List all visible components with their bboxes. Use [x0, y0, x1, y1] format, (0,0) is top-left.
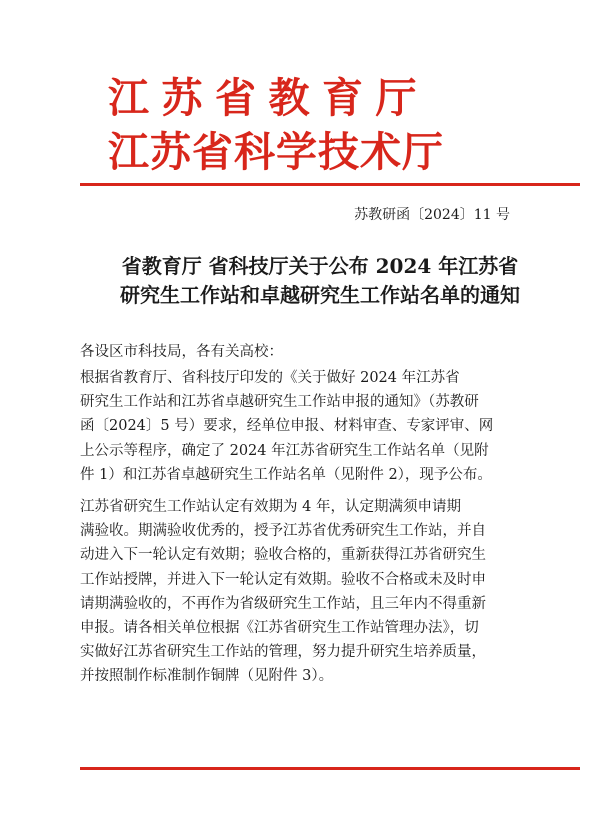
body-paragraph-2 [80, 495, 540, 689]
notice-title-line-1: 省教育厅 省科技厅关于公布 2024 年江苏省 [121, 254, 519, 278]
text-line: 请期满验收的，不再作为省级研究生工作站，且三年内不得重新 [80, 595, 486, 612]
text-line: 函〔2024〕5 号）要求，经单位申报、材料审查、专家评审、网 [80, 418, 494, 435]
body-paragraph-1 [80, 366, 540, 487]
document-number: 苏教研函〔2024〕11 号 [354, 207, 510, 223]
salutation: 各设区市科技局，各有关高校： [80, 344, 283, 360]
text-line: 满验收。期满验收优秀的，授予江苏省优秀研究生工作站，并自 [80, 523, 486, 540]
red-header-rule [80, 183, 580, 186]
text-line: 江苏省研究生工作站认定有效期为 4 年，认定期满须申请期 [80, 499, 461, 515]
text-line: 上公示等程序，确定了 2024 年江苏省研究生工作站名单（见附 [80, 442, 489, 459]
text-line: 实做好江苏省研究生工作站的管理，努力提升研究生培养质量， [80, 644, 486, 661]
text-line: 件 1）和江苏省卓越研究生工作站名单（见附件 2），现予公布。 [80, 466, 492, 483]
text-line: 工作站授牌，并进入下一轮认定有效期。验收不合格或未及时申 [80, 571, 486, 588]
red-footer-rule [80, 767, 580, 770]
text-line: 根据省教育厅、省科技厅印发的《关于做好 2024 年江苏省 [80, 370, 460, 386]
text-line: 申报。请各相关单位根据《江苏省研究生工作站管理办法》，切 [80, 619, 479, 636]
notice-title-line-2: 研究生工作站和卓越研究生工作站名单的通知 [120, 283, 520, 307]
text-line: 动进入下一轮认定有效期；验收合格的，重新获得江苏省研究生 [80, 547, 486, 564]
issuer-name-science: 江苏省科学技术厅 [108, 128, 444, 176]
text-line: 研究生工作站和江苏省卓越研究生工作站申报的通知》（苏教研 [80, 394, 479, 411]
text-line: 并按照制作标准制作铜牌（见附件 3）。 [80, 668, 334, 685]
issuer-name-education: 江苏省教育厅 [108, 74, 429, 122]
